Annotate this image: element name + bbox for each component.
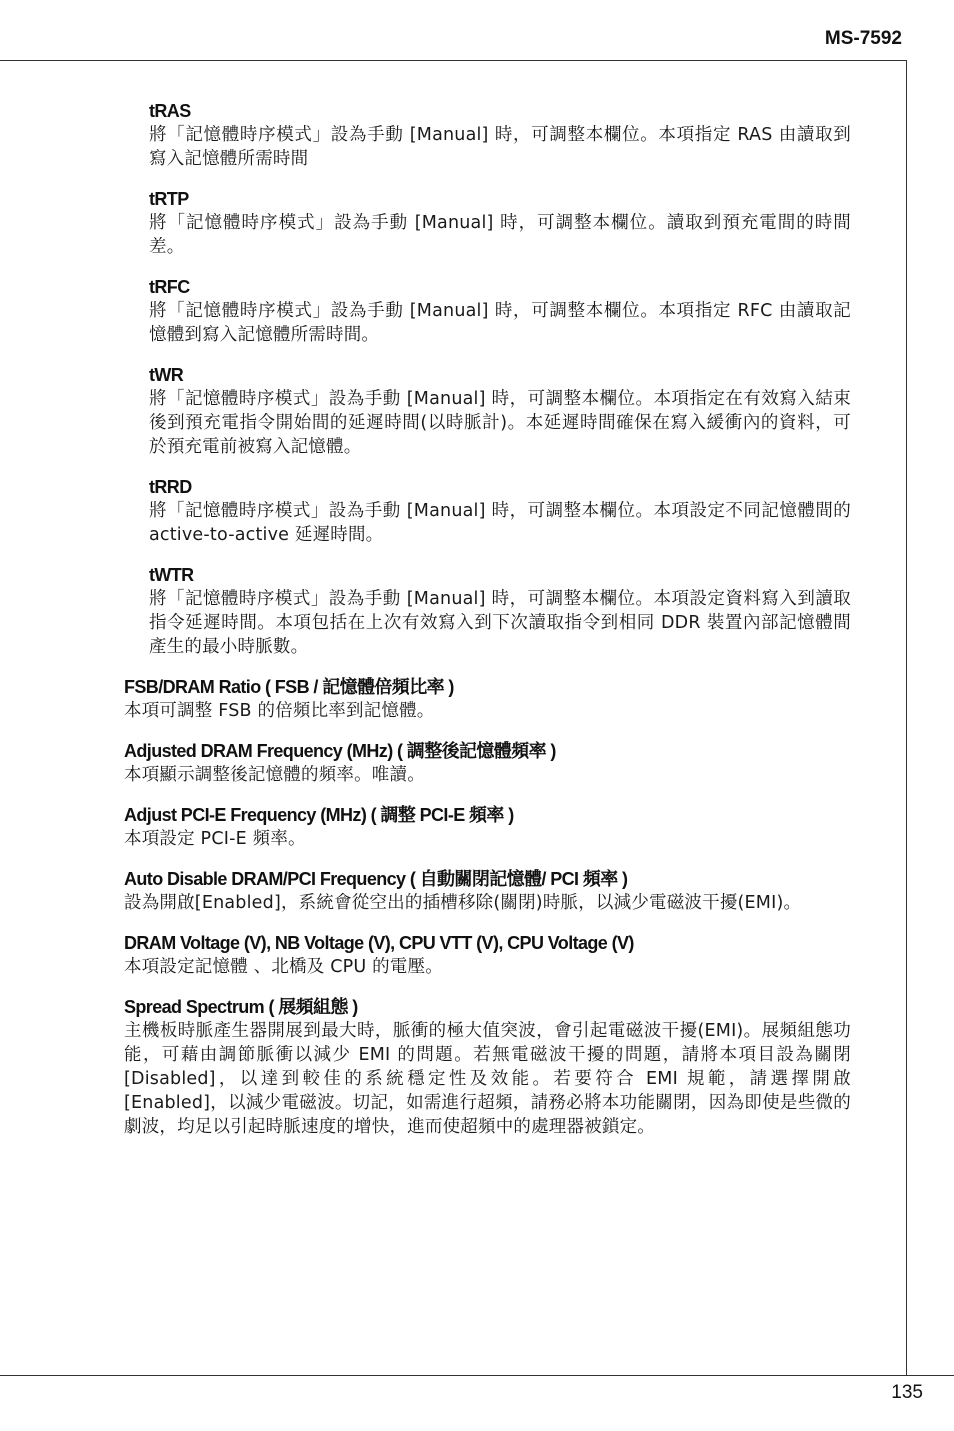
section-body: 將「記憶體時序模式」設為手動 [Manual] 時，可調整本欄位。本項指定在有效寫入結束後到預充電指令開始間的延遲時間(以時脈計)。本延遲時間確保在寫入緩衝內的資料，可於預充電前被寫入記憶體。 — [149, 389, 851, 457]
section-trfc — [149, 275, 851, 347]
section-title: tRAS — [149, 101, 191, 121]
section-body: 將「記憶體時序模式」設為手動 [Manual] 時，可調整本欄位。讀取到預充電間的時間差。 — [149, 213, 851, 257]
section-body: 本項設定記憶體 、北橋及 CPU 的電壓。 — [124, 957, 443, 977]
section-twtr — [149, 563, 851, 659]
section-title: Adjusted DRAM Frequency (MHz) ( 調整後記憶體頻率 ) — [124, 741, 556, 761]
model-number: MS-7592 — [824, 28, 902, 49]
section-title: FSB/DRAM Ratio ( FSB / 記憶體倍頻比率 ) — [124, 677, 454, 697]
section-trrd — [149, 475, 851, 547]
section-trtp — [149, 187, 851, 259]
section-body: 將「記憶體時序模式」設為手動 [Manual] 時，可調整本欄位。本項設定資料寫入到讀取指令延遲時間。本項包括在上次有效寫入到下次讀取指令到相同 DDR 裝置內部記憶體間產生的最小時脈數。 — [149, 589, 851, 657]
section-adjust-pcie-frequency — [124, 803, 851, 851]
section-title: Spread Spectrum ( 展頻組態 ) — [124, 997, 358, 1017]
section-body: 主機板時脈產生器開展到最大時，脈衝的極大值突波，會引起電磁波干擾(EMI)。展頻組態功能，可藉由調節脈衝以減少 EMI 的問題。若無電磁波干擾的問題，請將本項目設為關閉 [Disabled]，以達到較佳的系統穩定性及效能。若要符合 EMI 規範，請選擇開啟 [Enabled]，以減少電磁波。切記，如需進行超頻，請務必將本功能關閉，因為即使是些微的劇波，均足以引起時脈速度的增快，進而使超頻中的處理器被鎖定。 — [124, 1021, 851, 1137]
margin-rule — [906, 60, 907, 1375]
section-title: DRAM Voltage (V), NB Voltage (V), CPU VTT (V), CPU Voltage (V) — [124, 933, 634, 953]
section-title: Adjust PCI-E Frequency (MHz) ( 調整 PCI-E 頻率 ) — [124, 805, 514, 825]
page-content — [0, 99, 906, 1155]
section-title: tWTR — [149, 565, 194, 585]
section-body: 設為開啟[Enabled]，系統會從空出的插槽移除(關閉)時脈，以減少電磁波干擾(EMI)。 — [124, 893, 802, 913]
section-body: 將「記憶體時序模式」設為手動 [Manual] 時，可調整本欄位。本項指定 RFC 由讀取記憶體到寫入記憶體所需時間。 — [149, 301, 851, 345]
section-title: tWR — [149, 365, 184, 385]
section-adjusted-dram-frequency — [124, 739, 851, 787]
section-title: tRFC — [149, 277, 190, 297]
footer-rule — [0, 1375, 954, 1376]
section-fsb-dram-ratio — [124, 675, 851, 723]
section-body: 將「記憶體時序模式」設為手動 [Manual] 時，可調整本欄位。本項設定不同記憶體間的 active-to-active 延遲時間。 — [149, 501, 851, 545]
header-rule — [0, 60, 907, 61]
section-body: 本項顯示調整後記憶體的頻率。唯讀。 — [124, 765, 425, 785]
section-body: 本項設定 PCI-E 頻率。 — [124, 829, 306, 849]
section-title: Auto Disable DRAM/PCI Frequency ( 自動關閉記憶體/ PCI 頻率 ) — [124, 869, 628, 889]
section-spread-spectrum — [124, 995, 851, 1139]
section-body: 將「記憶體時序模式」設為手動 [Manual] 時，可調整本欄位。本項指定 RAS 由讀取到寫入記憶體所需時間 — [149, 125, 851, 169]
section-title: tRTP — [149, 189, 189, 209]
section-tras — [149, 99, 851, 171]
page-number: 135 — [891, 1382, 923, 1403]
section-twr — [149, 363, 851, 459]
section-auto-disable-dram-pci — [124, 867, 851, 915]
section-voltages — [124, 931, 851, 979]
section-title: tRRD — [149, 477, 192, 497]
section-body: 本項可調整 FSB 的倍頻比率到記憶體。 — [124, 701, 435, 721]
